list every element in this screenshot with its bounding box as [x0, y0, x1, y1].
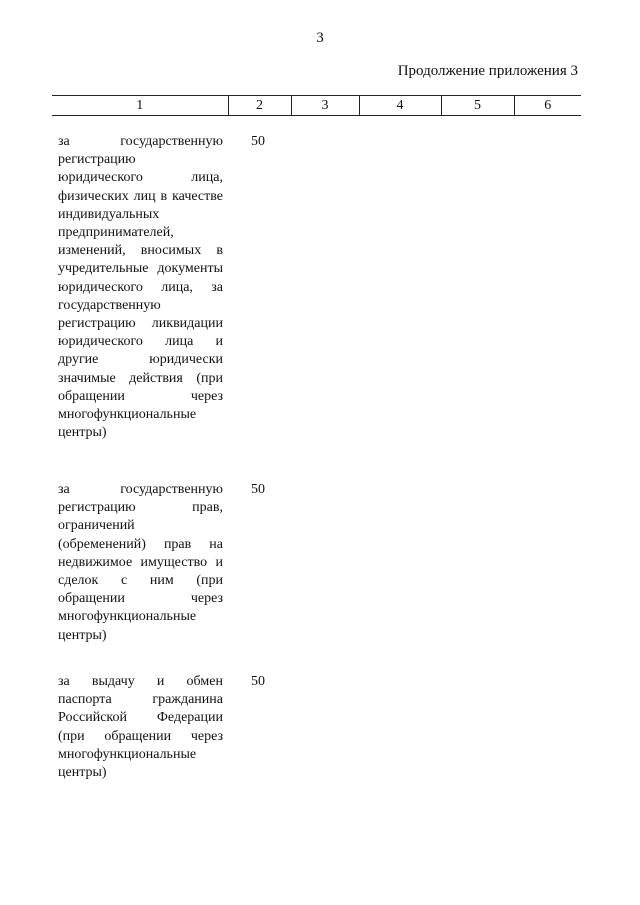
column-header-row: [52, 96, 581, 116]
continuation-note: Продолжение приложения 3: [397, 63, 578, 79]
column-header-4: 4: [359, 96, 441, 116]
column-header-1: 1: [52, 96, 228, 116]
column-header-2: 2: [228, 96, 291, 116]
row-description: за государственную регистрацию прав, ограничений (обременений) прав на недвижимое имущество и сделок с ним (при обращении через многофункциональные центры): [58, 482, 223, 643]
row-value: 50: [251, 674, 265, 689]
column-header-5: 5: [441, 96, 514, 116]
row-value: 50: [251, 482, 265, 497]
row-description: за государственную регистрацию юридического лица, физических лиц в качестве индивидуальных предпринимателей, изменений, вносимых в учредительные документы юридического лица, за государственную регистрацию ликвидации юридического лица и другие юридически значимые действия (при обращении через многофункциональные центры): [58, 134, 223, 441]
row-description: за выдачу и обмен паспорта гражданина Российской Федерации (при обращении через многофункциональные центры): [58, 674, 223, 781]
page-number: 3: [316, 30, 324, 46]
column-header-table: [52, 95, 581, 116]
row-value: 50: [251, 134, 265, 149]
column-header-6: 6: [514, 96, 581, 116]
column-header-3: 3: [291, 96, 359, 116]
